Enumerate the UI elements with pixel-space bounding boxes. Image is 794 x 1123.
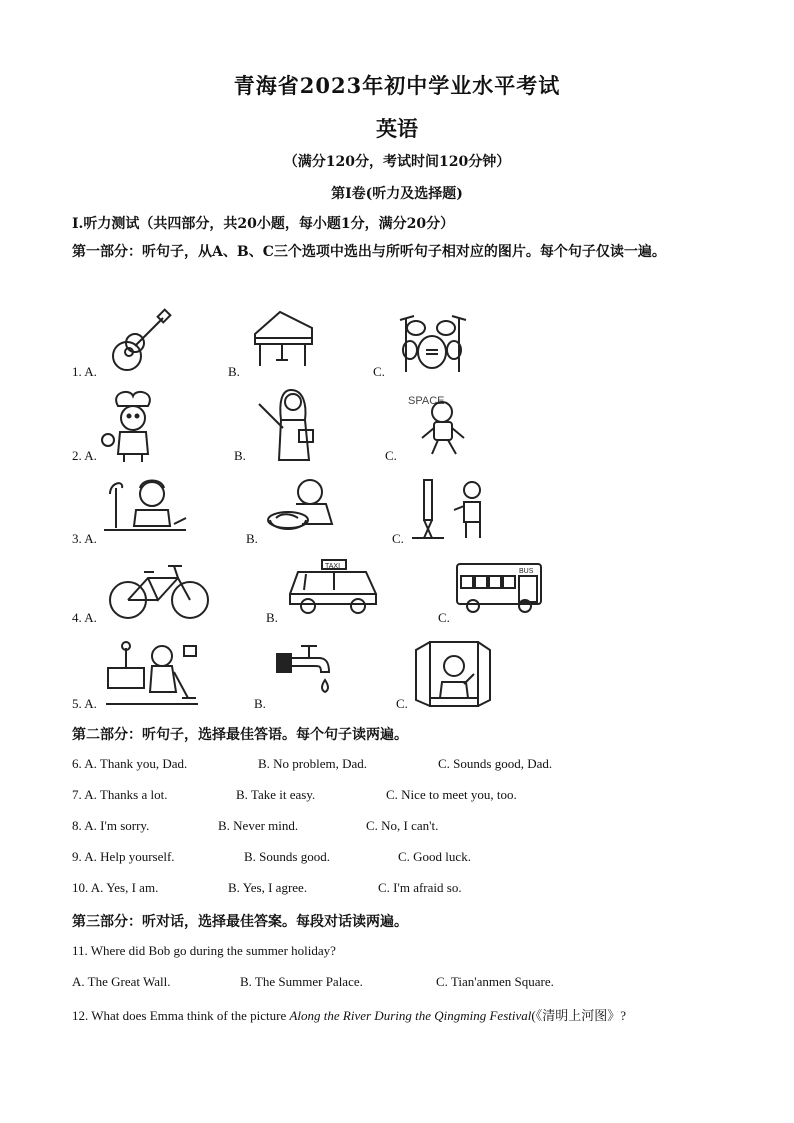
option-label: B. (266, 610, 278, 625)
option-a[interactable]: A. The Great Wall. (72, 974, 171, 989)
astronaut-icon (408, 392, 470, 458)
bicycle-icon (106, 560, 212, 622)
taxi-icon (284, 558, 382, 616)
option-b[interactable]: B. Never mind. (218, 818, 299, 833)
option-a[interactable]: 6. A. Thank you, Dad. (72, 756, 188, 771)
option-label: B. (228, 364, 240, 379)
option-label: 1. A. (72, 364, 97, 379)
artwork-title: Along the River During the Qingming Festival (289, 1008, 532, 1023)
question-text: 12. What does Emma think of the picture Along the River During the Qingming Festival(《清明上河图》? (72, 1008, 626, 1023)
option-a[interactable]: 8. A. I'm sorry. (72, 818, 150, 833)
option-c[interactable]: C. I'm afraid so. (378, 880, 462, 895)
option-label: C. (385, 448, 397, 463)
option-a[interactable]: 9. A. Help yourself. (72, 849, 175, 864)
option-label: B. (246, 531, 258, 546)
part1-instruction: 第一部分：听句子，从A、B、C三个选项中选出与所听句子相对应的图片。每个句子仅读一遍。 (72, 244, 666, 260)
option-label: C. (373, 364, 385, 379)
option-b[interactable]: B. Yes, I agree. (228, 880, 308, 895)
option-c[interactable]: C. Nice to meet you, too. (386, 787, 517, 802)
exam-info: （满分120分，考试时间120分钟） (283, 154, 511, 170)
svg-text:BUS: BUS (519, 568, 534, 575)
option-c[interactable]: C. Good luck. (398, 849, 471, 864)
option-a[interactable]: 7. A. Thanks a lot. (72, 787, 168, 802)
drum-kit-icon (396, 306, 468, 376)
option-b[interactable]: B. No problem, Dad. (258, 756, 368, 771)
option-label: B. (254, 696, 266, 711)
option-label: 5. A. (72, 696, 97, 711)
girl-sweeping-floor-icon (104, 638, 200, 708)
bus-icon (455, 560, 545, 616)
option-label: C. (438, 610, 450, 625)
option-b[interactable]: B. Sounds good. (244, 849, 330, 864)
option-a[interactable]: 10. A. Yes, I am. (72, 880, 159, 895)
option-c[interactable]: C. Tian'anmen Square. (436, 974, 554, 989)
exam-title: 青海省2023年初中学业水平考试 (233, 73, 561, 98)
option-b[interactable]: B. Take it easy. (236, 787, 316, 802)
teacher-icon (253, 384, 333, 464)
option-c[interactable]: C. Sounds good, Dad. (438, 756, 553, 771)
water-tap-icon (275, 640, 335, 698)
question-text: 11. Where did Bob go during the summer holiday? (72, 943, 336, 958)
piano-icon (250, 308, 320, 370)
option-label: C. (396, 696, 408, 711)
boy-doing-homework-icon (100, 474, 190, 538)
option-label: 3. A. (72, 531, 97, 546)
option-label: 4. A. (72, 610, 97, 625)
chef-icon (100, 388, 166, 464)
volume-title: 第I卷(听力及选择题) (331, 186, 463, 202)
section-heading: I.听力测试（共四部分，共20小题，每小题1分，满分20分） (72, 216, 455, 232)
guitar-icon (105, 308, 175, 376)
svg-text:TAXI: TAXI (325, 563, 341, 570)
boy-washing-clothes-icon (266, 474, 342, 538)
boy-at-window-icon (414, 638, 492, 710)
subject-title: 英语 (376, 116, 418, 141)
man-watching-tv-icon (410, 474, 490, 540)
option-label: B. (234, 448, 246, 463)
option-c[interactable]: C. No, I can't. (366, 818, 439, 833)
option-label: C. (392, 531, 404, 546)
svg-text:SPACE: SPACE (408, 395, 445, 407)
option-label: 2. A. (72, 448, 97, 463)
option-b[interactable]: B. The Summer Palace. (240, 974, 363, 989)
part3-instruction: 第三部分：听对话，选择最佳答案。每段对话读两遍。 (72, 914, 408, 930)
part2-instruction: 第二部分：听句子，选择最佳答语。每个句子读两遍。 (72, 727, 408, 743)
